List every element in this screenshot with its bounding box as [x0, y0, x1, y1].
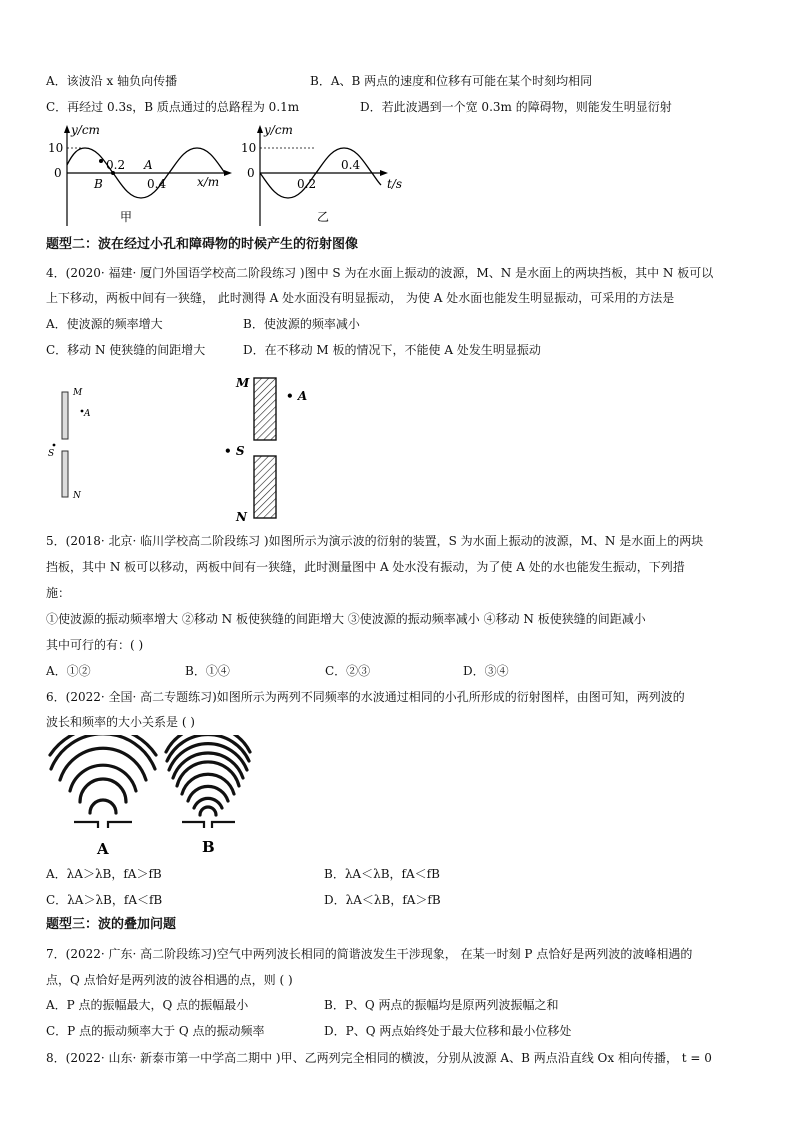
- small-label-n: N: [73, 491, 81, 501]
- yi-origin: 0: [247, 166, 255, 180]
- q5-line4: 其中可行的有：( ): [46, 638, 144, 652]
- yi-tick-04: 0.4: [341, 158, 361, 172]
- q7-option-b: B．P、Q 两点的振幅均是原两列波振幅之和: [324, 998, 559, 1012]
- yi-ylabel: y/cm: [264, 123, 293, 137]
- q3-option-c: C．再经过 0.3s，B 质点通过的总路程为 0.1m: [46, 100, 300, 114]
- q6-option-b: B．λA＜λB，fA＜fB: [324, 867, 440, 881]
- small-label-a: A: [84, 409, 91, 419]
- small-label-m: M: [73, 388, 83, 398]
- jia-xlabel: x/m: [197, 175, 220, 189]
- q3-option-a: A．该波沿 x 轴负向传播: [46, 74, 178, 88]
- type2-heading: 题型二：波在经过小孔和障碍物的时候产生的衍射图像: [46, 237, 359, 252]
- q5-line2: 挡板，其中 N 板可以移动，两板中间有一狭缝，此时测量图中 A 处水没有振动，为了使 A 处的水也能发生振动，下列措: [46, 560, 685, 574]
- q4-option-b: B．使波源的频率减小: [243, 317, 360, 331]
- q4-line1: 4．(2020· 福建· 厦门外国语学校高二阶段练习 )图中 S 为在水面上振动的波源，M、N 是水面上的两块挡板，其中 N 板可以: [46, 266, 714, 280]
- type3-heading: 题型三：波的叠加问题: [46, 917, 177, 932]
- q7-option-c: C．P 点的振动频率大于 Q 点的振动频率: [46, 1024, 265, 1038]
- q5-line3: 施：: [46, 586, 71, 600]
- large-label-m: M: [236, 376, 250, 390]
- diffraction-label-a: A: [97, 840, 109, 858]
- q4-option-c: C．移动 N 使狭缝的间距增大: [46, 343, 206, 357]
- jia-ylabel: y/cm: [71, 123, 100, 137]
- large-label-s: • S: [224, 444, 245, 458]
- yi-tick-02: 0.2: [297, 177, 317, 191]
- q4-option-d: D．在不移动 M 板的情况下，不能使 A 处发生明显振动: [243, 343, 541, 357]
- q4-line2: 上下移动，两板中间有一狭缝， 此时测得 A 处水面没有明显振动， 为使 A 处水面也能发生明显振动，可采用的方法是: [46, 291, 675, 305]
- small-label-s: S: [48, 449, 55, 459]
- q7-option-a: A．P 点的振幅最大，Q 点的振幅最小: [46, 998, 249, 1012]
- yi-xlabel: t/s: [387, 177, 403, 191]
- q7-option-d: D．P、Q 两点始终处于最大位移和最小位移处: [324, 1024, 572, 1038]
- q5-option-d: D．③④: [463, 664, 509, 678]
- q5-option-c: C．②③: [325, 664, 371, 678]
- yi-caption: 乙: [317, 210, 330, 224]
- yi-y10: 10: [241, 141, 257, 155]
- q3-option-b: B．A、B 两点的速度和位移有可能在某个时刻均相同: [310, 74, 593, 88]
- baffle-figure-small: [42, 382, 102, 502]
- q6-option-d: D．λA＜λB，fA＞fB: [324, 893, 441, 907]
- jia-tick-02: 0.2: [106, 158, 126, 172]
- q6-option-c: C．λA＞λB，fA＜fB: [46, 893, 163, 907]
- q5-option-a: A．①②: [46, 664, 91, 678]
- baffle-figure-large: [224, 373, 314, 523]
- diffraction-label-b: B: [202, 838, 215, 856]
- large-label-a: • A: [286, 389, 308, 403]
- q6-line1: 6．(2022· 全国· 高二专题练习)如图所示为两列不同频率的水波通过相同的小孔所形成的衍射图样，由图可知，两列波的: [46, 690, 685, 704]
- q3-option-d: D．若此波遇到一个宽 0.3m 的障碍物，则能发生明显衍射: [360, 100, 672, 114]
- q4-option-a: A．使波源的频率增大: [46, 317, 163, 331]
- q8-line1: 8．(2022· 山东· 新泰市第一中学高二期中 )甲、乙两列完全相同的横波，分别从波源 A、B 两点沿直线 Ox 相向传播， t = 0: [46, 1051, 712, 1065]
- jia-caption: 甲: [120, 210, 133, 224]
- q7-line1: 7．(2022· 广东· 高二阶段练习)空气中两列波长相同的简谐波发生干涉现象， 在某一时刻 P 点恰好是两列波的波峰相遇的: [46, 947, 693, 961]
- jia-label-a: A: [144, 158, 153, 172]
- jia-origin: 0: [54, 166, 62, 180]
- point-a-marker: [99, 159, 103, 163]
- jia-tick-04: 0.4: [147, 177, 167, 191]
- large-label-n: N: [236, 510, 247, 523]
- diffraction-figure: [42, 735, 252, 860]
- wave-graph-jia: [40, 122, 240, 230]
- vibration-graph-yi: [233, 122, 413, 230]
- jia-label-b: B: [94, 177, 103, 191]
- q5-option-b: B．①④: [185, 664, 230, 678]
- q5-measures: ①使波源的振动频率增大 ②移动 N 板使狭缝的间距增大 ③使波源的振动频率减小 ④移动 N 板使狭缝的间距减小: [46, 612, 646, 626]
- q7-line2: 点，Q 点恰好是两列波的波谷相遇的点，则 ( ): [46, 973, 293, 987]
- q6-option-a: A．λA＞λB，fA＞fB: [46, 867, 162, 881]
- jia-y10: 10: [48, 141, 64, 155]
- q6-line2: 波长和频率的大小关系是 ( ): [46, 715, 195, 729]
- q5-line1: 5．(2018· 北京· 临川学校高二阶段练习 )如图所示为演示波的衍射的装置，S 为水面上振动的波源，M、N 是水面上的两块: [46, 534, 704, 548]
